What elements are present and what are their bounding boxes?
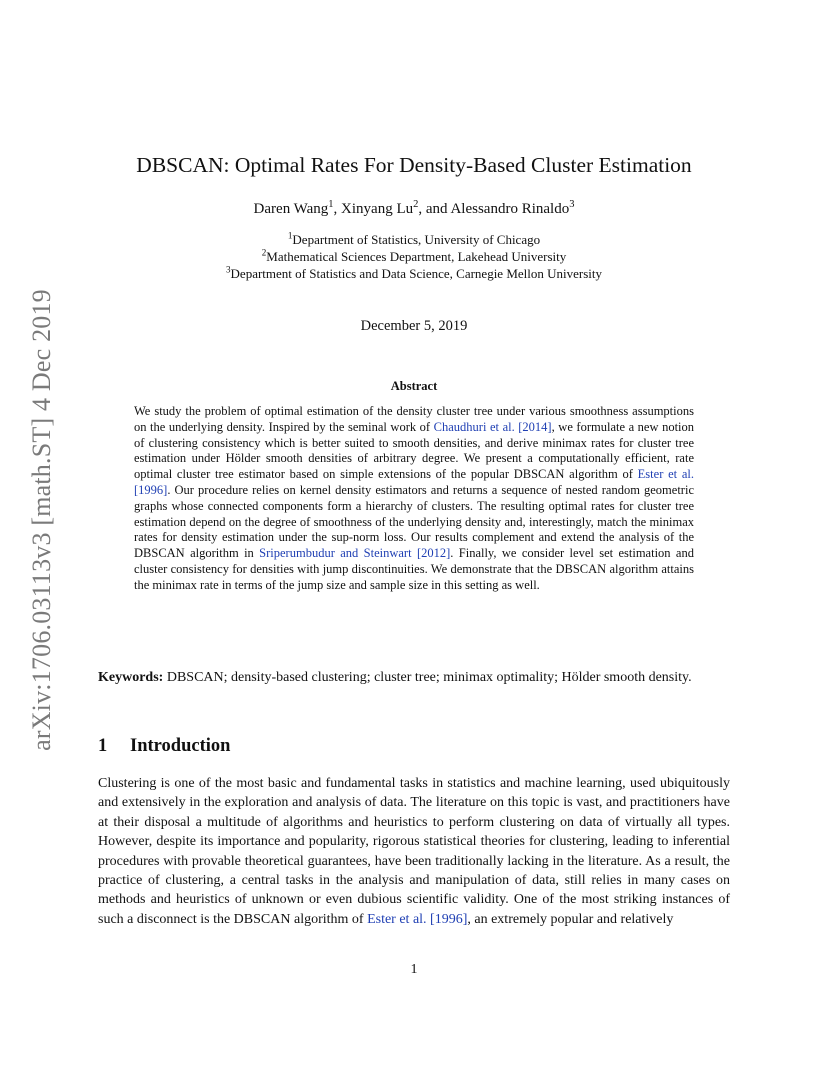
affiliation-mark: 3 — [225, 264, 231, 275]
affiliation — [0, 266, 828, 282]
author-list — [0, 198, 828, 220]
affiliation-text: Mathematical Sciences Department, Lakehead University — [266, 249, 567, 264]
author-separator: , and — [418, 201, 451, 217]
author-affil-mark: 3 — [569, 199, 575, 210]
citation-link[interactable]: Chaudhuri et al. [2014] — [433, 419, 552, 434]
keywords-text: DBSCAN; density-based clustering; cluster tree; minimax optimality; Hölder smooth density. — [163, 670, 692, 685]
page-number: 1 — [410, 962, 418, 977]
abstract-text: We study the problem of optimal estimation of the density cluster tree under various smoothness assumptions on the underlying density. Inspired by the seminal work of — [134, 404, 694, 434]
affiliation-mark: 2 — [261, 247, 267, 258]
paper-title: DBSCAN: Optimal Rates For Density-Based Cluster Estimation — [136, 153, 692, 177]
keywords — [98, 668, 730, 687]
keywords-label: Keywords: — [98, 670, 164, 685]
section-heading — [98, 735, 230, 757]
intro-text: , an extremely popular and relatively — [467, 911, 674, 927]
citation-link[interactable]: Sriperumbudur and Steinwart [2012] — [259, 546, 451, 561]
publication-date: December 5, 2019 — [360, 318, 468, 334]
affiliation — [0, 232, 828, 248]
section-number: 1 — [98, 736, 108, 756]
abstract-text: . Finally, we consider level set estimation and cluster consistency for densities with jump discontinuities. We demonstrate that the DBSCAN algorithm attains the minimax rate in terms of the jump size and sample size in this setting as well. — [134, 546, 694, 592]
author-affil-mark: 1 — [328, 199, 334, 210]
arxiv-identifier: arXiv:1706.03113v3 [math.ST] 4 Dec 2019 — [27, 289, 56, 751]
author-name: Xinyang Lu — [341, 201, 414, 217]
abstract-heading: Abstract — [390, 379, 438, 393]
section-title: Introduction — [130, 736, 231, 756]
author-separator: , — [333, 201, 342, 217]
intro-text: Clustering is one of the most basic and fundamental tasks in statistics and machine learning, used ubiquitously and extensively in the exploration and analysis of data. The literature on this topic is vast, and practitioners have at their disposal a multitude of algorithms and heuristics to perform clustering on data of virtually all types. However, despite its importance and popularity, rigorous statistical theories for clustering, leading to inferential procedures with provable theoretical guarantees, have been traditionally lacking in the literature. As a result, the practice of clustering, a central tasks in the analysis and manipulation of data, still relies in many cases on methods and heuristics of unknown or even dubious scientific validity. One of the most striking instances of such a disconnect is the DBSCAN algorithm of — [98, 776, 730, 927]
citation-link[interactable]: Ester et al. [1996] — [367, 911, 468, 927]
abstract-text: , we formulate a new notion of clustering consistency which is better suited to smooth densities, and derive minimax rates for cluster tree estimation under Hölder smooth densities of arbitrary degree. We present a computationally efficient, rate optimal cluster tree estimator based on simple extensions of the popular DBSCAN algorithm of — [134, 419, 695, 482]
abstract-text: . Our procedure relies on kernel density estimators and returns a sequence of nested random geometric graphs whose connected components form a hierarchy of clusters. The resulting optimal rates for cluster tree estimation depend on the degree of smoothness of the underlying density and, interestingly, match the minimax rates for density estimation under the sup-norm loss. Our results complement and extend the analysis of the DBSCAN algorithm in — [134, 482, 694, 561]
author-name: Daren Wang — [253, 201, 329, 217]
abstract-body — [134, 404, 694, 594]
author-affil-mark: 2 — [413, 199, 419, 210]
affiliation-text: Department of Statistics, University of Chicago — [292, 232, 541, 247]
author-name: Alessandro Rinaldo — [450, 201, 570, 217]
citation-link[interactable]: Ester et al. [1996] — [134, 467, 694, 497]
affiliation-mark: 1 — [287, 230, 293, 241]
affiliation-text: Department of Statistics and Data Science, Carnegie Mellon University — [230, 266, 603, 281]
affiliation — [0, 249, 828, 265]
intro-paragraph — [98, 774, 730, 929]
